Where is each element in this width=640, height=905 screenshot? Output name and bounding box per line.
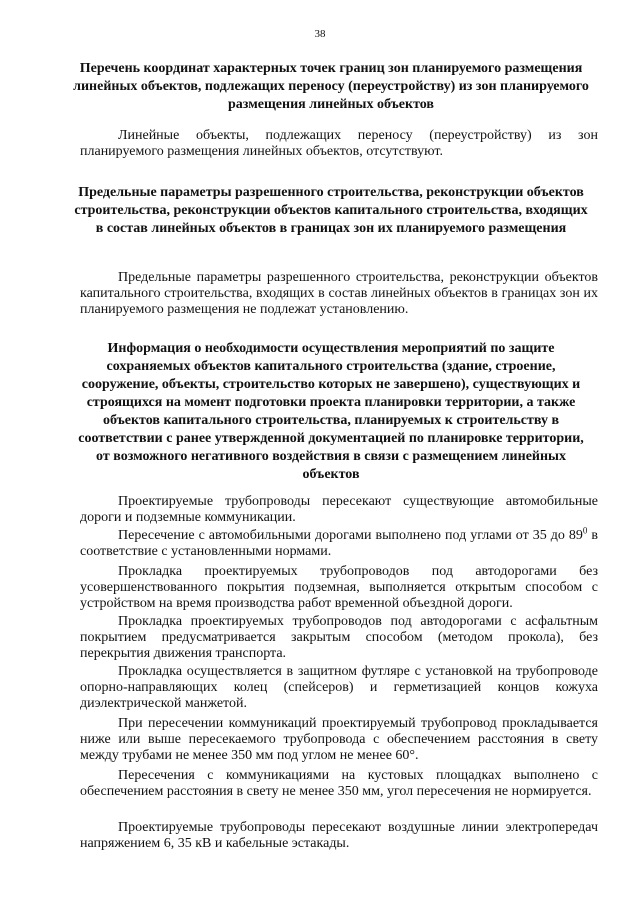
section-3-paragraph-7: Пересечения с коммуникациями на кустовых площадках выполнено с обеспечением расстояния в свету не менее 350 мм, угол пересечения не нормируется.	[80, 768, 598, 799]
text-before-superscript: Пересечение с автомобильными дорогами выполнено под углами от 35 до 89	[118, 528, 583, 543]
section-3-paragraph-5: Прокладка осуществляется в защитном футляре с установкой на трубопроводе опорно-направляющих колец (спейсеров) и герметизацией концов кожуха диэлектрической манжетой.	[80, 664, 598, 711]
section-2-title: Предельные параметры разрешенного строительства, реконструкции объектов строительства, реконструкции объектов капитального строительства, входящих в состав линейных объектов в границах зон их планируемого размещения	[74, 185, 588, 236]
section-3-paragraph-3: Прокладка проектируемых трубопроводов под автодорогами без усовершенствованного покрытия подземная, выполняется открытым способом с устройством на время производства работ временной объездной дороги.	[80, 564, 598, 611]
degree-superscript: 0	[582, 525, 588, 536]
section-2-paragraph-1: Предельные параметры разрешенного строительства, реконструкции объектов капитального строительства, входящих в состав линейных объектов в границах зон их планируемого размещения не подлежат установлению.	[80, 270, 598, 317]
section-3-paragraph-4: Прокладка проектируемых трубопроводов под автодорогами с асфальтным покрытием предусматривается закрытым способом (методом прокола), без перекрытия движения транспорта.	[80, 614, 598, 661]
page-number: 38	[314, 28, 326, 40]
section-3-paragraph-1: Проектируемые трубопроводы пересекают существующие автомобильные дороги и подземные коммуникации.	[80, 494, 598, 525]
section-3-paragraph-2	[80, 525, 598, 560]
text-after-superscript: в соответствие с установленными нормами.	[80, 528, 598, 559]
section-3-paragraph-8: Проектируемые трубопроводы пересекают воздушные линии электропередач напряжением 6, 35 кВ и кабельные эстакады.	[80, 820, 598, 851]
section-1-title: Перечень координат характерных точек границ зон планируемого размещения линейных объектов, подлежащих переносу (переустройству) из зон планируемого размещения линейных объектов	[73, 61, 589, 112]
section-1-paragraph-1: Линейные объекты, подлежащих переносу (переустройству) из зон планируемого размещения линейных объектов, отсутствуют.	[80, 128, 598, 159]
section-3-title: Информация о необходимости осуществления мероприятий по защите сохраняемых объектов капитального строительства (здание, строение, сооружение, объекты, строительство которых не завершено), существующих и строящихся на момент подготовки проекта планировки территории, а также объектов капитального строительства, планируемых к строительству в соответствии с ранее утвержденной документацией по планировке территории, от возможного негативного воздействия в связи с размещением линейных объектов	[78, 341, 584, 482]
section-3-paragraph-6: При пересечении коммуникаций проектируемый трубопровод прокладывается ниже или выше пересекаемого трубопровода с обеспечением расстояния в свету между трубами не менее 350 мм под углом не менее 60°.	[80, 716, 598, 763]
